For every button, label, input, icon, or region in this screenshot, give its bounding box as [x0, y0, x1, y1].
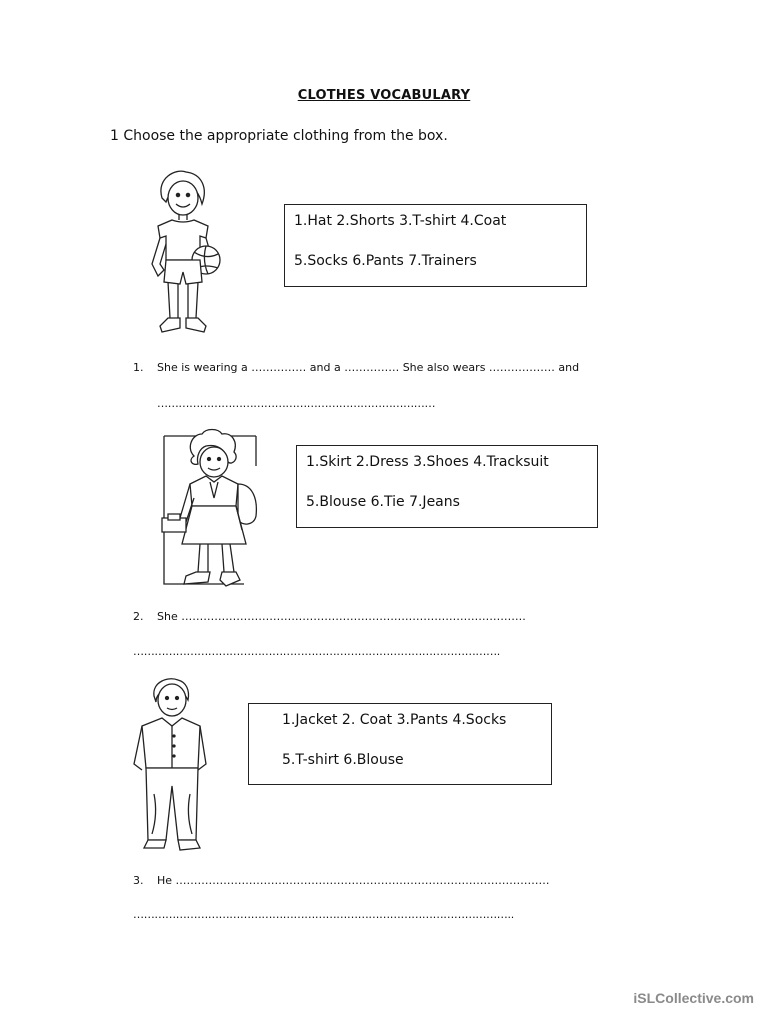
- worksheet-title: CLOTHES VOCABULARY: [297, 88, 471, 103]
- word-box-3-line-2: 5.T-shirt 6.Blouse: [282, 752, 404, 768]
- word-box-3-line-1: 1.Jacket 2. Coat 3.Pants 4.Socks: [282, 712, 507, 728]
- question-number-2: 2.: [133, 610, 144, 623]
- word-box-2-line-1: 1.Skirt 2.Dress 3.Shoes 4.Tracksuit: [306, 454, 549, 470]
- word-box-1-line-2: 5.Socks 6.Pants 7.Trainers: [294, 253, 477, 269]
- question-3-text: He …………………………………………………………………………………………: [157, 874, 550, 887]
- question-number-3: 3.: [133, 874, 144, 887]
- word-box-1: [284, 204, 587, 287]
- question-2-text: She ………………………………………………………………………………….: [157, 610, 526, 623]
- girl-with-ball-illustration: [138, 168, 226, 344]
- question-1-text: She is wearing a …………… and a …………… She also wears ……………… and: [157, 361, 580, 374]
- answer-line-3: ……………………………………………………………………………………………..: [133, 908, 514, 921]
- word-box-2: [296, 445, 598, 528]
- answer-line-1: ……………………………………………………………………: [157, 397, 436, 410]
- boy-standing-illustration: [128, 674, 210, 856]
- question-number-1: 1.: [133, 361, 144, 374]
- answer-line-2: ………………………………………………………………………………………….: [133, 645, 500, 658]
- word-box-1-line-1: 1.Hat 2.Shorts 3.T-shirt 4.Coat: [294, 213, 507, 229]
- schoolgirl-with-bag-illustration: [160, 426, 276, 592]
- word-box-2-line-2: 5.Blouse 6.Tie 7.Jeans: [306, 494, 460, 510]
- word-box-3: [248, 703, 552, 785]
- site-watermark: iSLCollective.com: [633, 990, 754, 1006]
- instruction-text: 1 Choose the appropriate clothing from the box.: [110, 128, 448, 144]
